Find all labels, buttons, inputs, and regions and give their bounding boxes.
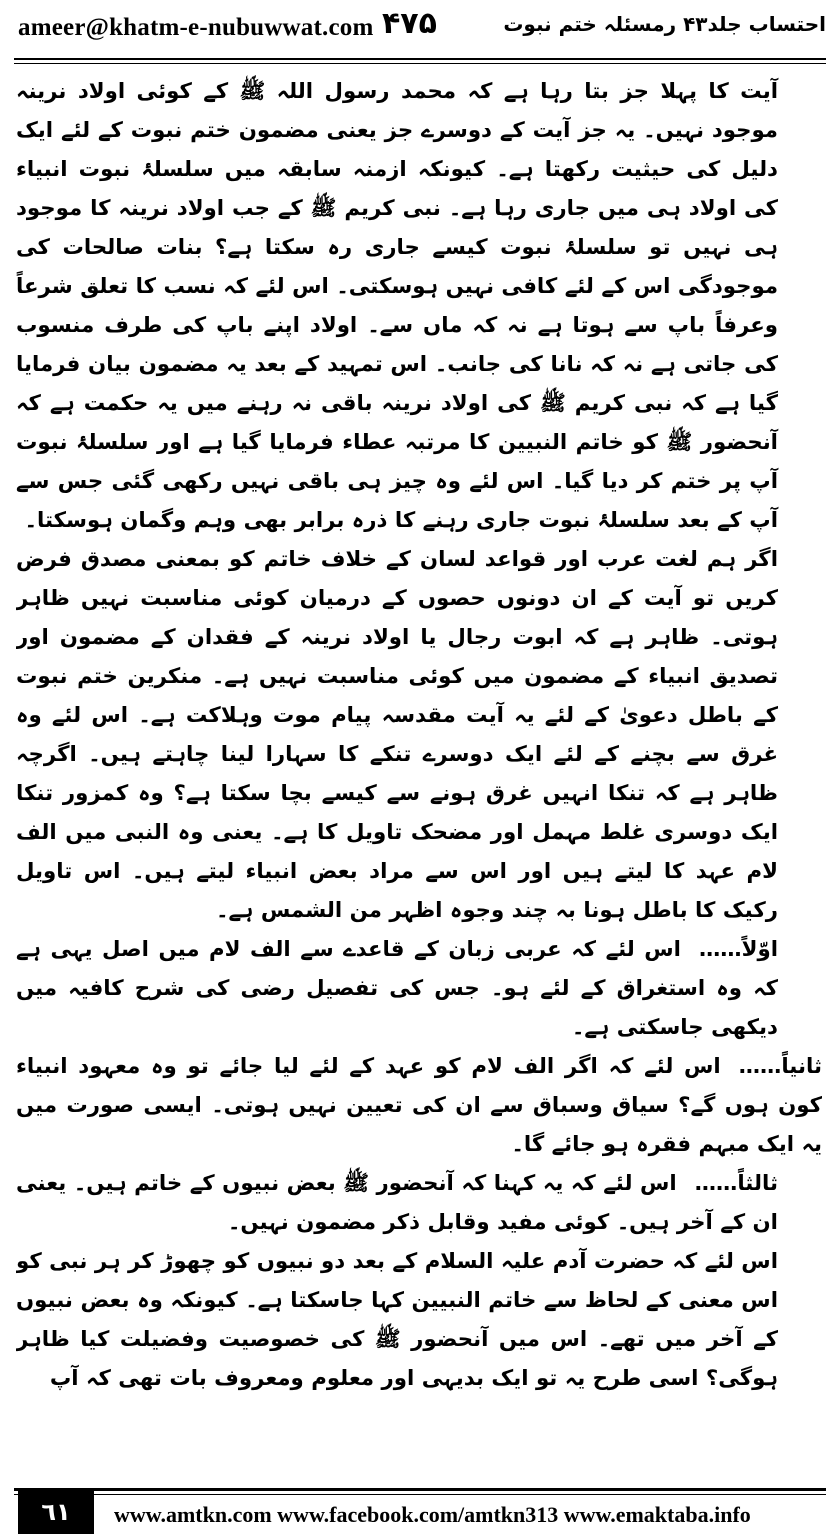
page-body <box>16 72 822 1482</box>
point-2-label: ثانیاً…… <box>738 1054 822 1079</box>
page-header <box>0 0 840 58</box>
paragraph-1: آیت کا پہلا جز بتا رہا ہے کہ محمد رسول اللہ ﷺ کے کوئی اولاد نرینہ موجود نہیں۔ یہ جز آیت کے دوسرے جز یعنی مضمون ختم نبوت کے لئے ایک دلیل کی حیثیت رکھتا ہے۔ کیونکہ ازمنہ سابقہ میں سلسلۂ نبوت انبیاء کی اولاد ہی میں جاری رہا ہے۔ نبی کریم ﷺ کے جب اولاد نرینہ کا موجود ہی نہیں تو سلسلۂ نبوت کیسے جاری رہ سکتا ہے؟ بنات صالحات کی موجودگی اس کے لئے کافی نہیں ہوسکتی۔ اس لئے کہ نسب کا تعلق شرعاً وعرفاً باپ سے ہوتا ہے نہ کہ ماں سے۔ اولاد اپنے باپ کی طرف منسوب کی جاتی ہے نہ کہ نانا کی جانب۔ اس تمہید کے بعد یہ مضمون بیان فرمایا گیا ہے کہ نبی کریم ﷺ کی اولاد نرینہ باقی نہ رہنے میں یہ حکمت ہے کہ آنحضور ﷺ کو خاتم النبیین کا مرتبہ عطاء فرمایا گیا ہے اور سلسلۂ نبوت آپ پر ختم کر دیا گیا۔ اس لئے وہ چیز ہی باقی نہیں رکھی گئی جس سے آپ کے بعد سلسلۂ نبوت جاری رہنے کا ذرہ برابر بھی وہم وگمان ہوسکتا۔ <box>16 79 778 533</box>
point-3 <box>16 1164 822 1242</box>
footer-page-number: ٦١ <box>18 1490 94 1534</box>
header-divider <box>14 58 826 60</box>
header-divider-thin <box>14 63 826 64</box>
header-page-number: ۴۷۵ <box>382 6 437 41</box>
point-1-text: اس لئے کہ عربی زبان کے قاعدے سے الف لام میں اصل یہی ہے کہ وہ استغراق کے لئے ہو۔ جس کی تفصیل رضی کی شرح کافیہ میں دیکھی جاسکتی ہے۔ <box>16 937 778 1040</box>
point-3-label: ثالثاً…… <box>694 1171 778 1196</box>
footer-urls: www.amtkn.com www.facebook.com/amtkn313 www.emaktaba.info <box>114 1502 751 1527</box>
point-2-text: اس لئے کہ اگر الف لام کو عہد کے لئے لیا جائے تو وہ معہود انبیاء کون ہوں گے؟ سیاق وسباق سے ان کی تعیین نہیں ہوتی۔ ایسی صورت میں یہ ایک مبہم فقرہ ہو جائے گا۔ <box>16 1054 822 1157</box>
point-1-label: اوّلاً…… <box>699 937 778 962</box>
point-3-text: اس لئے کہ یہ کہنا کہ آنحضور ﷺ بعض نبیوں کے خاتم ہیں۔ یعنی ان کے آخر ہیں۔ کوئی مفید وقابل ذکر مضمون نہیں۔ <box>16 1171 778 1235</box>
page-footer <box>0 1488 840 1540</box>
point-2 <box>16 1047 822 1164</box>
header-book-title: احتساب جلد۴۳ رمسئلہ ختم نبوت <box>503 12 826 36</box>
closing-paragraph: اس لئے کہ حضرت آدم علیہ السلام کے بعد دو نبیوں کو چھوڑ کر ہر نبی کو اس معنی کے لحاظ سے خاتم النبیین کہا جاسکتا ہے۔ کیونکہ وہ بعض نبیوں کے آخر میں تھے۔ اس میں آنحضور ﷺ کی خصوصیت وفضیلت کیا ظاہر ہوگی؟ اسی طرح یہ تو ایک بدیہی اور معلوم ومعروف بات تھی کہ آپ <box>16 1249 778 1391</box>
paragraph-2: اگر ہم لغت عرب اور قواعد لسان کے خلاف خاتم کو بمعنی مصدق فرض کریں تو آیت کے ان دونوں حصوں کے درمیان کوئی مناسبت نہیں ظاہر ہوتی۔ ظاہر ہے کہ ابوت رجال یا اولاد نرینہ کے فقدان کے مضمون اور تصدیق انبیاء کے مضمون میں کوئی مناسبت نہیں ہے۔ منکرین ختم نبوت کے باطل دعویٰ کے لئے یہ آیت مقدسہ پیام موت وہلاکت ہے۔ اس لئے وہ غرق سے بچنے کے لئے ایک دوسرے تنکے کا سہارا لینا چاہتے ہیں۔ اگرچہ ظاہر ہے کہ تنکا انہیں غرق ہونے سے کیسے بچا سکتا ہے؟ وہ کمزور تنکا ایک دوسری غلط مہمل اور مضحک تاویل کا ہے۔ یعنی وہ النبی میں الف لام عہد کا لیتے ہیں اور اس سے مراد بعض انبیاء لیتے ہیں۔ اس تاویل رکیک کا باطل ہونا بہ چند وجوہ اظہر من الشمس ہے۔ <box>16 547 778 923</box>
footer-divider <box>14 1488 826 1491</box>
point-1 <box>16 930 822 1047</box>
header-email: ameer@khatm-e-nubuwwat.com <box>18 14 374 41</box>
footer-divider-thin <box>14 1494 826 1495</box>
